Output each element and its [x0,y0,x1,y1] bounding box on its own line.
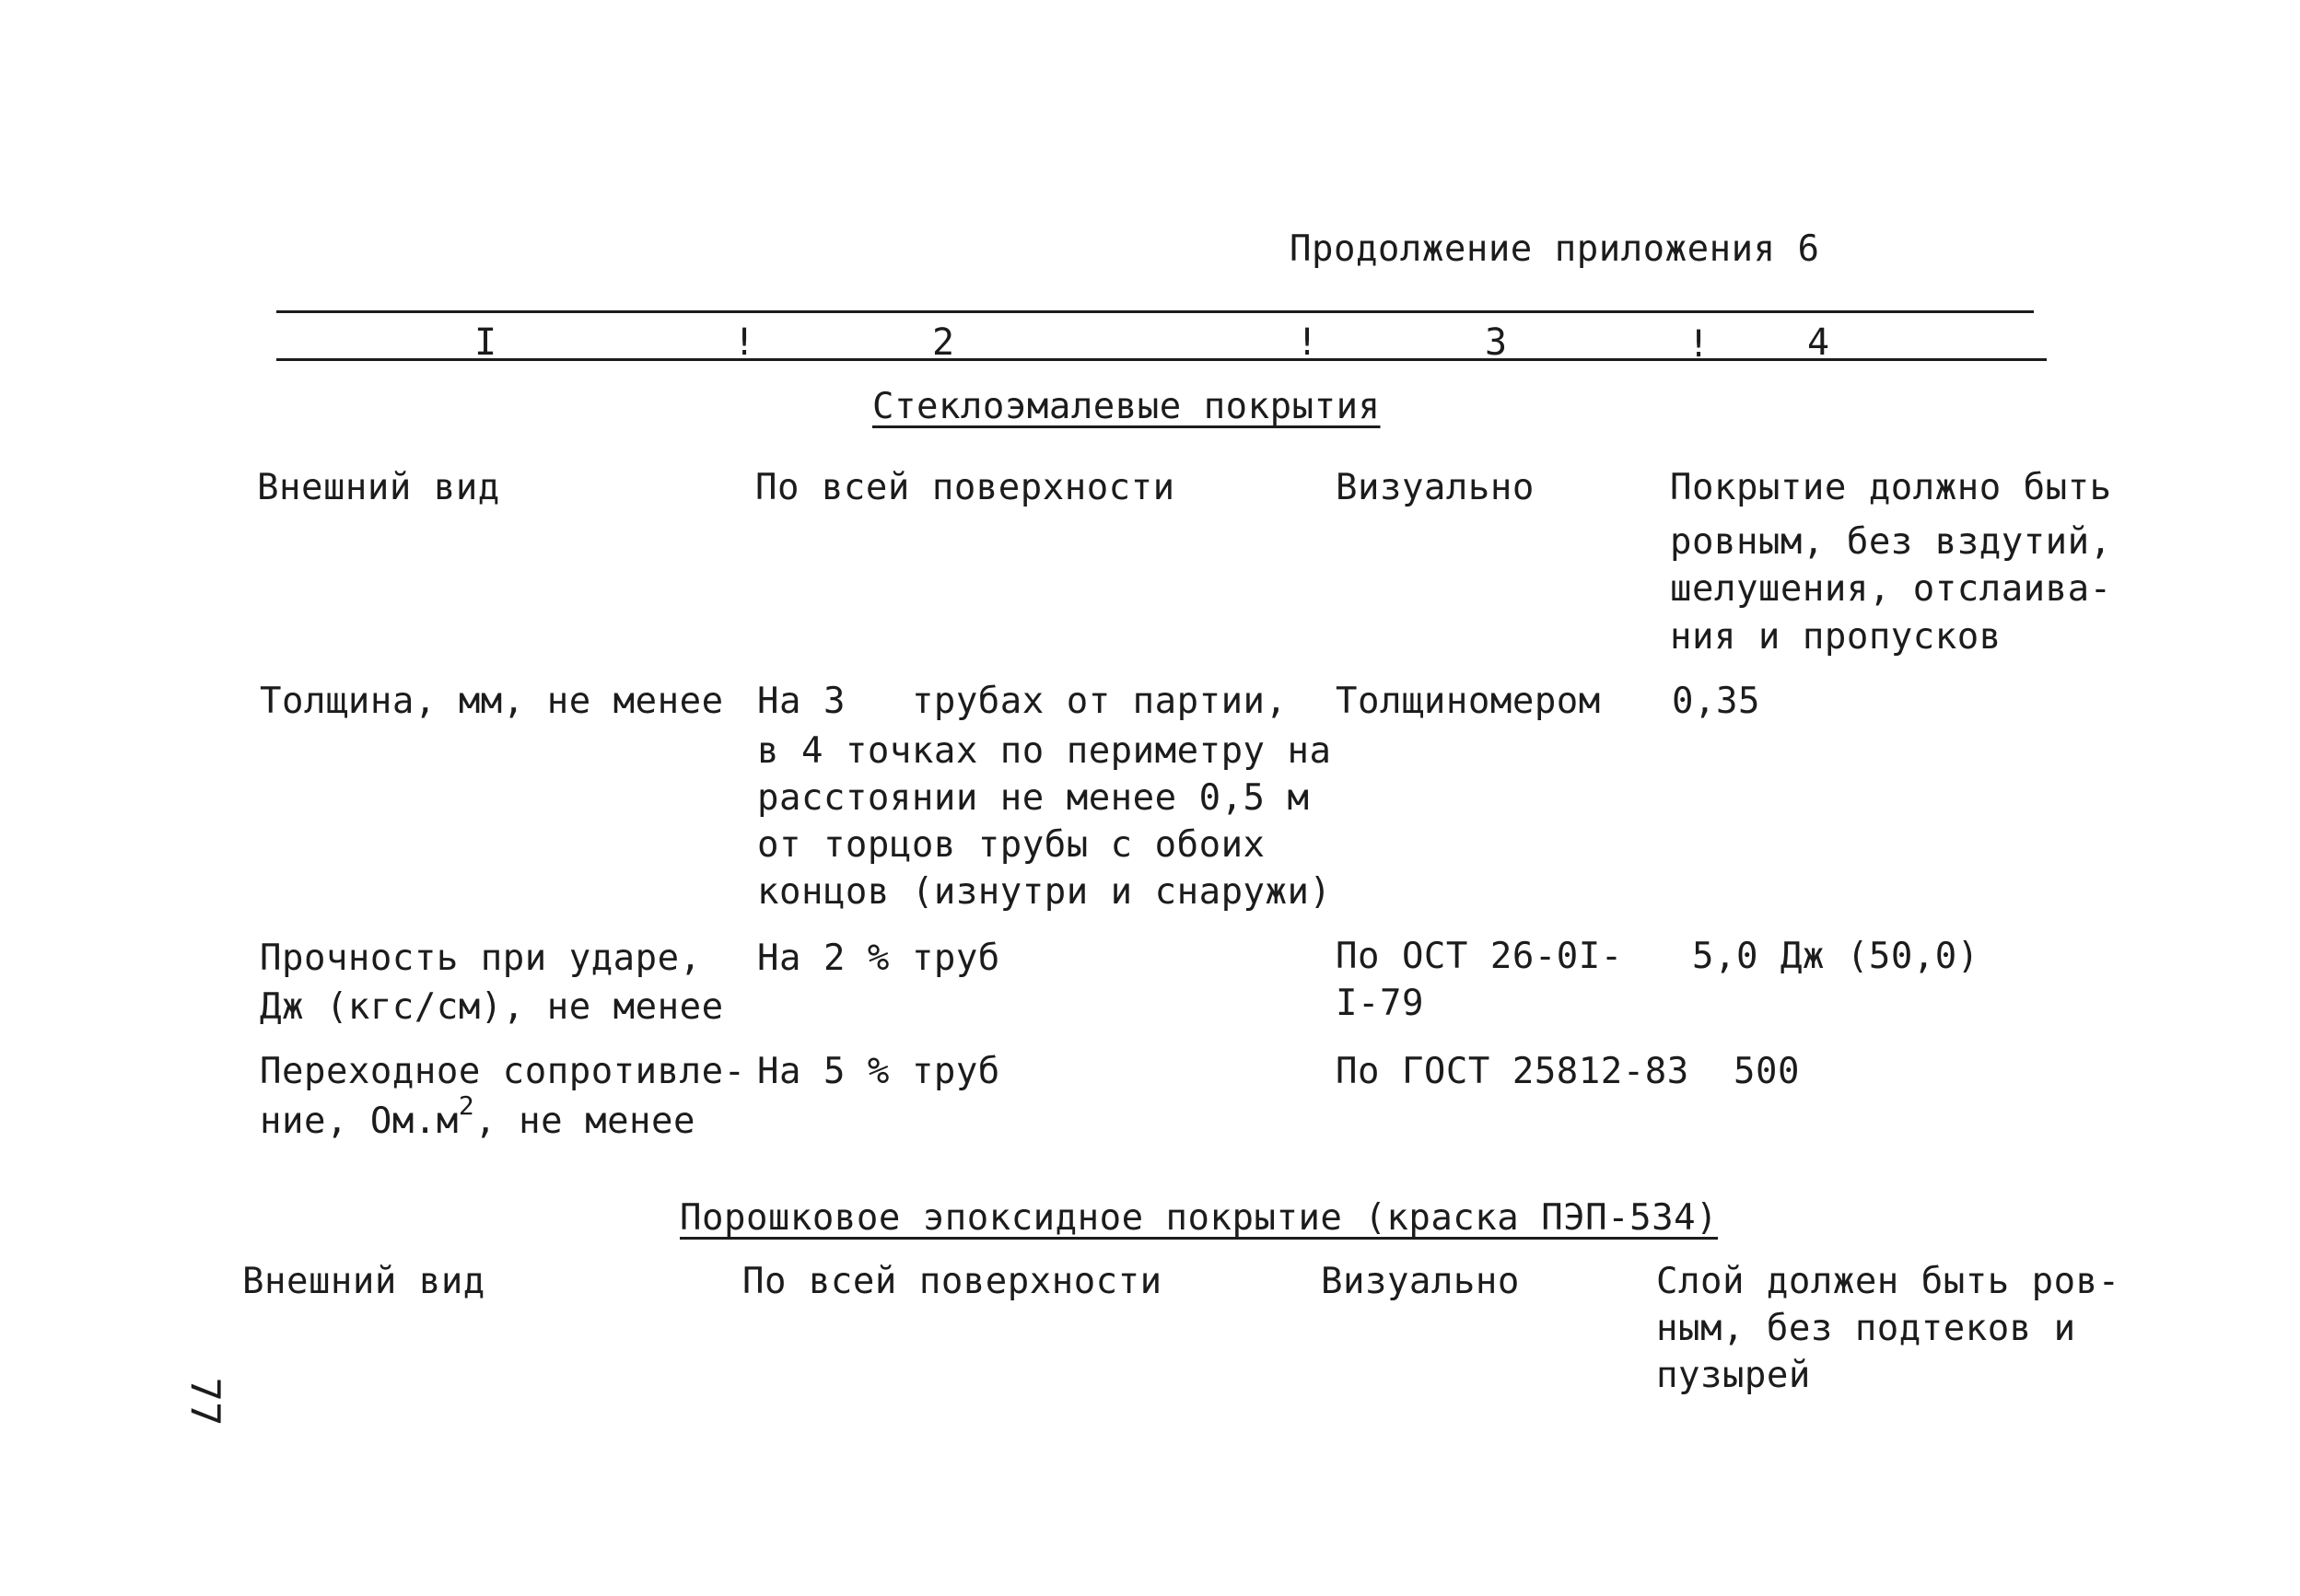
row4-requirement: 500 [1734,1051,1800,1092]
row3-param-line1: Прочность при ударе, [260,938,702,979]
s2-row1-requirement-line3: пузырей [1656,1355,1811,1396]
row2-scope-line4: от торцов трубы с обоих [757,824,1266,866]
row2-requirement: 0,35 [1672,681,1760,722]
row4-param-superscript: 2 [458,1090,475,1121]
table-top-rule [276,310,2034,313]
row2-scope-line2: в 4 точках по периметру на [757,730,1332,772]
row4-method: По ГОСТ 25812-83 [1336,1051,1689,1092]
row2-scope-line1: На 3 трубах от партии, [757,681,1288,722]
column-separator: ! [733,321,756,364]
row4-param-line2 [260,1090,695,1148]
row2-scope-line3: расстоянии не менее 0,5 м [757,777,1310,819]
column-number-2: 2 [932,321,955,364]
row3-method-line1: По ОСТ 26-0I- [1336,936,1623,977]
continuation-header: Продолжение приложения 6 [1290,228,1820,270]
s2-row1-param: Внешний вид [242,1261,485,1302]
column-separator: ! [1296,321,1319,364]
row1-requirement-line4: ния и пропусков [1670,616,2002,658]
row1-requirement-line2: ровным, без вздутий, [1670,521,2112,563]
row3-param-line2: Дж (кгс/см), не менее [260,986,724,1028]
row3-requirement: 5,0 Дж (50,0) [1692,936,1979,977]
row4-param-line1: Переходное сопротивле- [260,1051,746,1092]
row3-method-line2: I-79 [1336,983,1424,1024]
row3-scope: На 2 % труб [757,938,1000,979]
row4-param-line2-suffix: , не менее [474,1101,695,1142]
row2-param: Толщина, мм, не менее [260,681,724,722]
row4-param-line2-text: ние, Ом.м [260,1101,459,1142]
row1-method: Визуально [1336,467,1535,508]
page-number: 77 [181,1377,228,1427]
row4-scope: На 5 % труб [757,1051,1000,1092]
s2-row1-requirement-line2: ным, без подтеков и [1656,1308,2076,1349]
section-title-glass-enamel: Стеклоэмалевые покрытия [872,386,1381,427]
row1-requirement-line1: Покрытие должно быть [1670,467,2112,508]
row1-scope: По всей поверхности [755,467,1175,508]
s2-row1-requirement-line1: Слой должен быть ров- [1656,1261,2120,1302]
row2-method: Толщиномером [1336,681,1601,722]
row2-scope-line5: концов (изнутри и снаружи) [757,871,1332,913]
section-title-powder-epoxy: Порошковое эпоксидное покрытие (краска ПЭП-534) [680,1197,1719,1239]
column-number-1: I [474,321,497,364]
column-number-3: 3 [1485,321,1508,364]
table-header-bottom-rule [276,358,2047,361]
s2-row1-scope: По всей поверхности [742,1261,1162,1302]
s2-row1-method: Визуально [1321,1261,1520,1302]
column-separator: ! [1687,323,1710,366]
row1-requirement-line3: шелушения, отслаива- [1670,568,2112,610]
column-number-4: 4 [1807,321,1830,364]
row1-param: Внешний вид [257,467,500,508]
